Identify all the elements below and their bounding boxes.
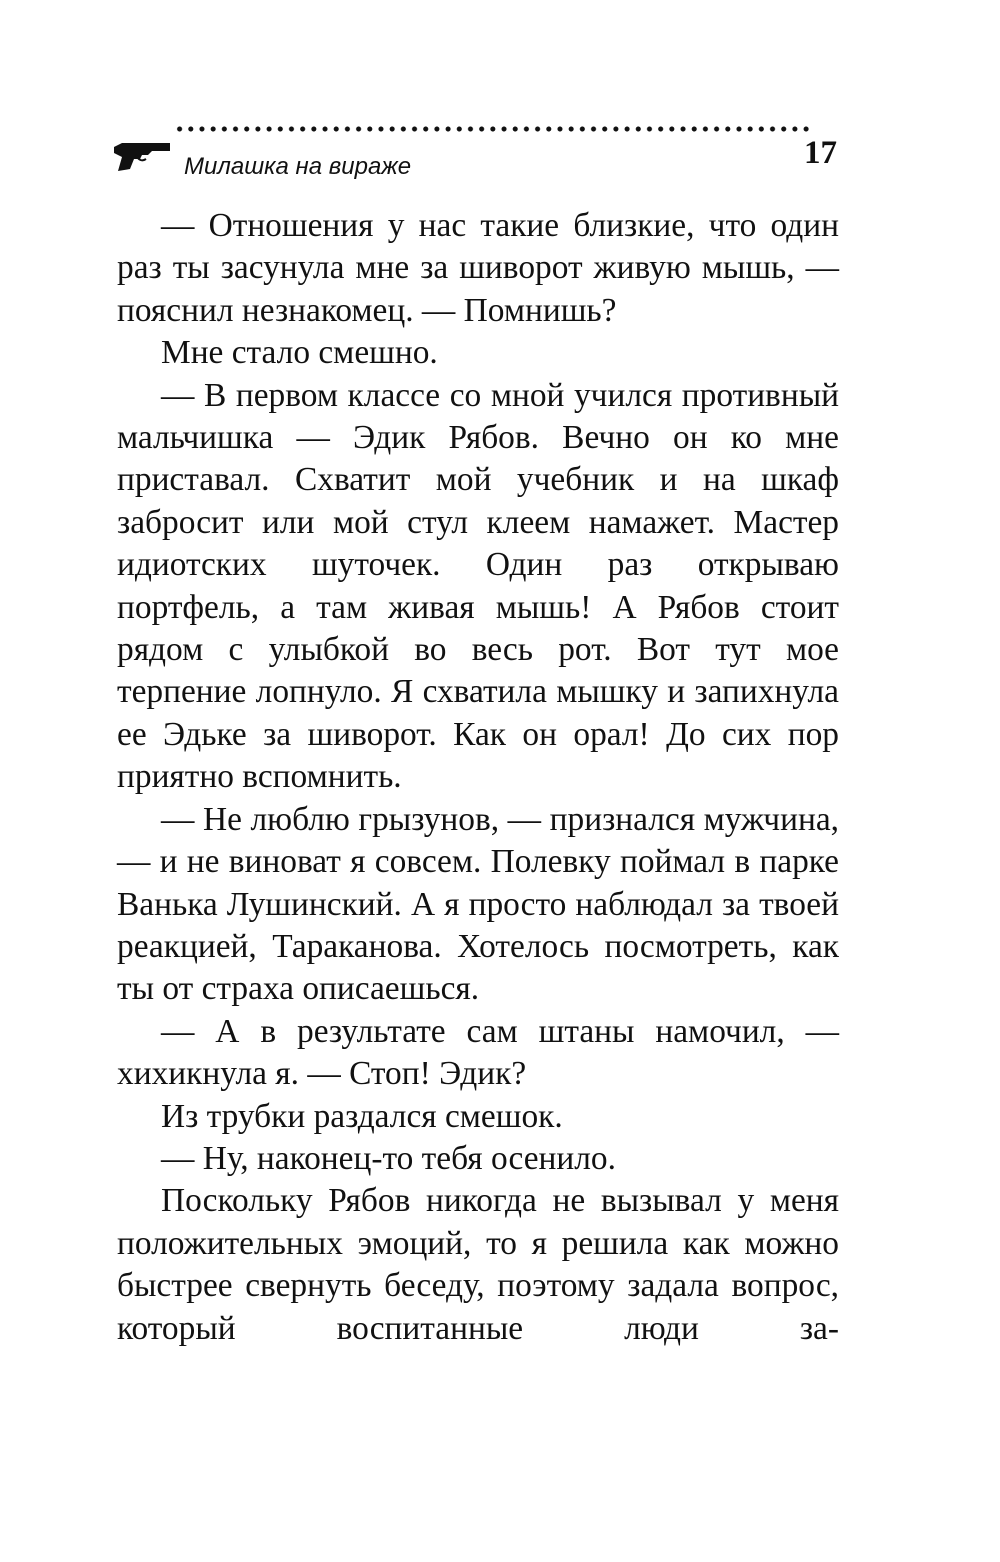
revolver-icon bbox=[112, 135, 174, 175]
paragraph: Поскольку Рябов никогда не вызывал у меня положительных эмоций, то я решила как можно быстрее свернуть беседу, поэтому задала вопрос, который воспитанные люди за- bbox=[117, 1182, 839, 1347]
paragraph: Из трубки раздался смешок. bbox=[161, 1097, 563, 1135]
page-header bbox=[112, 125, 842, 185]
page-number: 17 bbox=[804, 135, 837, 171]
paragraph: — В первом классе со мной учился противный мальчишка — Эдик Рябов. Вечно он ко мне приставал. Схватит мой учебник и на шкаф забросит или мой стул клеем намажет. Мастер идиотских шуточек. Один раз открываю портфель, а там живая мышь! А Рябов стоит рядом с улыбкой во весь рот. Вот тут мое терпение лопнуло. Я схватила мышку и запихнула ее Эдьке за шиворот. Как он орал! До сих пор приятно вспомнить. bbox=[117, 376, 839, 796]
paragraph: — Отношения у нас такие близкие, что один раз ты засунула мне за шиворот живую мышь, — пояснил незнакомец. — Помнишь? bbox=[117, 207, 839, 329]
paragraph: — Не люблю грызунов, — признался мужчина, — и не виноват я совсем. Полевку поймал в парке Ванька Лушинский. А я просто наблюдал за твоей реакцией, Тараканова. Хотелось посмотреть, как ты от страха описаешься. bbox=[117, 800, 839, 1008]
header-dotted-rule bbox=[174, 125, 814, 133]
paragraph: — А в результате сам штаны намочил, — хихикнула я. — Стоп! Эдик? bbox=[117, 1012, 839, 1093]
body-text bbox=[117, 205, 839, 1350]
running-title: Милашка на вираже bbox=[184, 153, 412, 180]
paragraph: Мне стало смешно. bbox=[161, 334, 438, 372]
paragraph: — Ну, наконец-то тебя осенило. bbox=[161, 1139, 616, 1177]
